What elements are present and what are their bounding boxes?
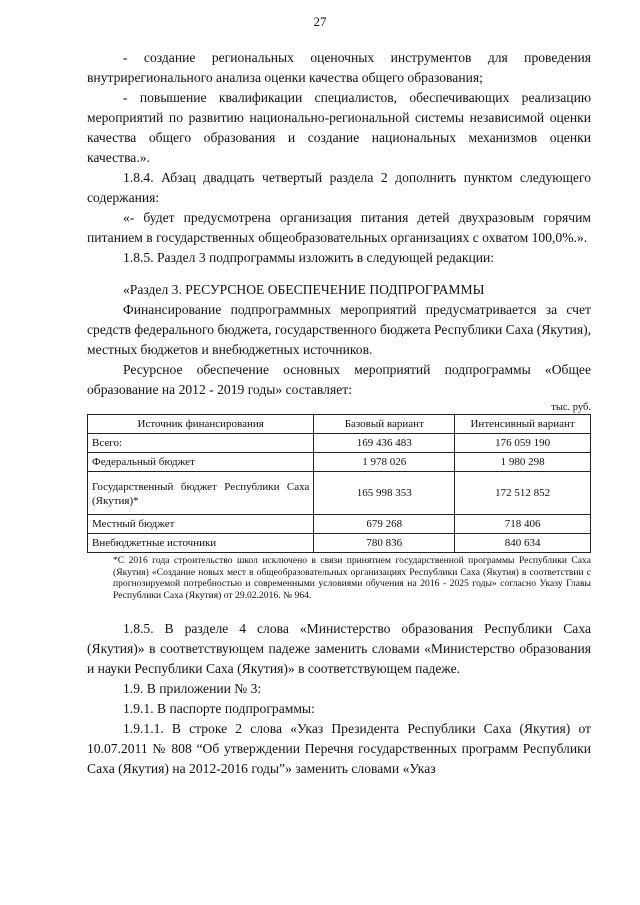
paragraph: 1.9.1. В паспорте подпрограммы:: [123, 701, 315, 716]
table-cell: 718 406: [455, 515, 591, 534]
paragraph: «- будет предусмотрена организация питания детей двухразовым горячим питанием в государственных общеобразовательных организациях с охватом 100,0%.».: [87, 210, 591, 245]
paragraph: Финансирование подпрограммных мероприятий предусматривается за счет средств федерального бюджета, государственного бюджета Республики Саха (Якутия), местных бюджетов и внебюджетных источников.: [87, 302, 591, 357]
paragraph: - создание региональных оценочных инструментов для проведения внутрирегионального анализа оценки качества общего образования;: [87, 50, 591, 85]
table-cell: 840 634: [455, 534, 591, 553]
table-cell: 679 268: [314, 515, 455, 534]
table-cell: Всего:: [88, 434, 314, 453]
document-body: [87, 48, 591, 779]
table-cell: 1 980 298: [455, 453, 591, 472]
table-cell: Федеральный бюджет: [88, 453, 314, 472]
paragraph: 1.9.1.1. В строке 2 слова «Указ Президента Республики Саха (Якутия) от 10.07.2011 № 808 “Об утверждении Перечня государственных программ Республики Саха (Якутия) на 2012-2016 годы”» заменить словами «Указ: [87, 721, 591, 776]
table-row: [88, 534, 591, 553]
table-cell: 176 059 190: [455, 434, 591, 453]
table-cell: 172 512 852: [455, 472, 591, 515]
table-cell: Государственный бюджет Республики Саха (Якутия)*: [88, 472, 314, 515]
page-number: 27: [313, 14, 327, 29]
paragraph: - повышение квалификации специалистов, обеспечивающих реализацию мероприятий по развитию национально-региональной системы независимой оценки качества общего образования и создание национальных механизмов оценки качества.».: [87, 90, 591, 165]
table-row: [88, 434, 591, 453]
table-header-row: [88, 415, 591, 434]
table-cell: 165 998 353: [314, 472, 455, 515]
table-cell: 169 436 483: [314, 434, 455, 453]
table-header: Интенсивный вариант: [455, 415, 591, 434]
funding-table: [87, 414, 591, 553]
table-row: [88, 472, 591, 515]
section-title: «Раздел 3. РЕСУРСНОЕ ОБЕСПЕЧЕНИЕ ПОДПРОГРАММЫ: [123, 282, 485, 297]
table-header: Источник финансирования: [88, 415, 314, 434]
table-cell: Внебюджетные источники: [88, 534, 314, 553]
table-row: [88, 515, 591, 534]
table-cell: 780 836: [314, 534, 455, 553]
table-cell: Местный бюджет: [88, 515, 314, 534]
table-row: [88, 453, 591, 472]
paragraph: 1.8.4. Абзац двадцать четвертый раздела 2 дополнить пунктом следующего содержания:: [87, 170, 591, 205]
paragraph: Ресурсное обеспечение основных мероприятий подпрограммы «Общее образование на 2012 - 2019 годы» составляет:: [87, 362, 591, 397]
table-header: Базовый вариант: [314, 415, 455, 434]
paragraph: 1.8.5. В разделе 4 слова «Министерство образования Республики Саха (Якутия)» в соответствующем падеже заменить словами «Министерство образования и науки Республики Саха (Якутия)» в соответствующем падеже.: [87, 621, 591, 676]
table-cell: 1 978 026: [314, 453, 455, 472]
paragraph: 1.8.5. Раздел 3 подпрограммы изложить в следующей редакции:: [123, 250, 495, 265]
paragraph: 1.9. В приложении № 3:: [123, 681, 262, 696]
table-unit: тыс. руб.: [551, 402, 591, 413]
table-footnote: *С 2016 года строительство школ исключено в связи принятием государственной программы Республики Саха (Якутия) «Создание новых мест в общеобразовательных организациях Республики Саха (Якутия) в соответствии с прогнозируемой потребностью и современными условиями обучения на 2016 - 2025 годы» согласно Указу Главы Республики Саха (Якутия) от 29.02.2016. № 964.: [113, 555, 591, 601]
